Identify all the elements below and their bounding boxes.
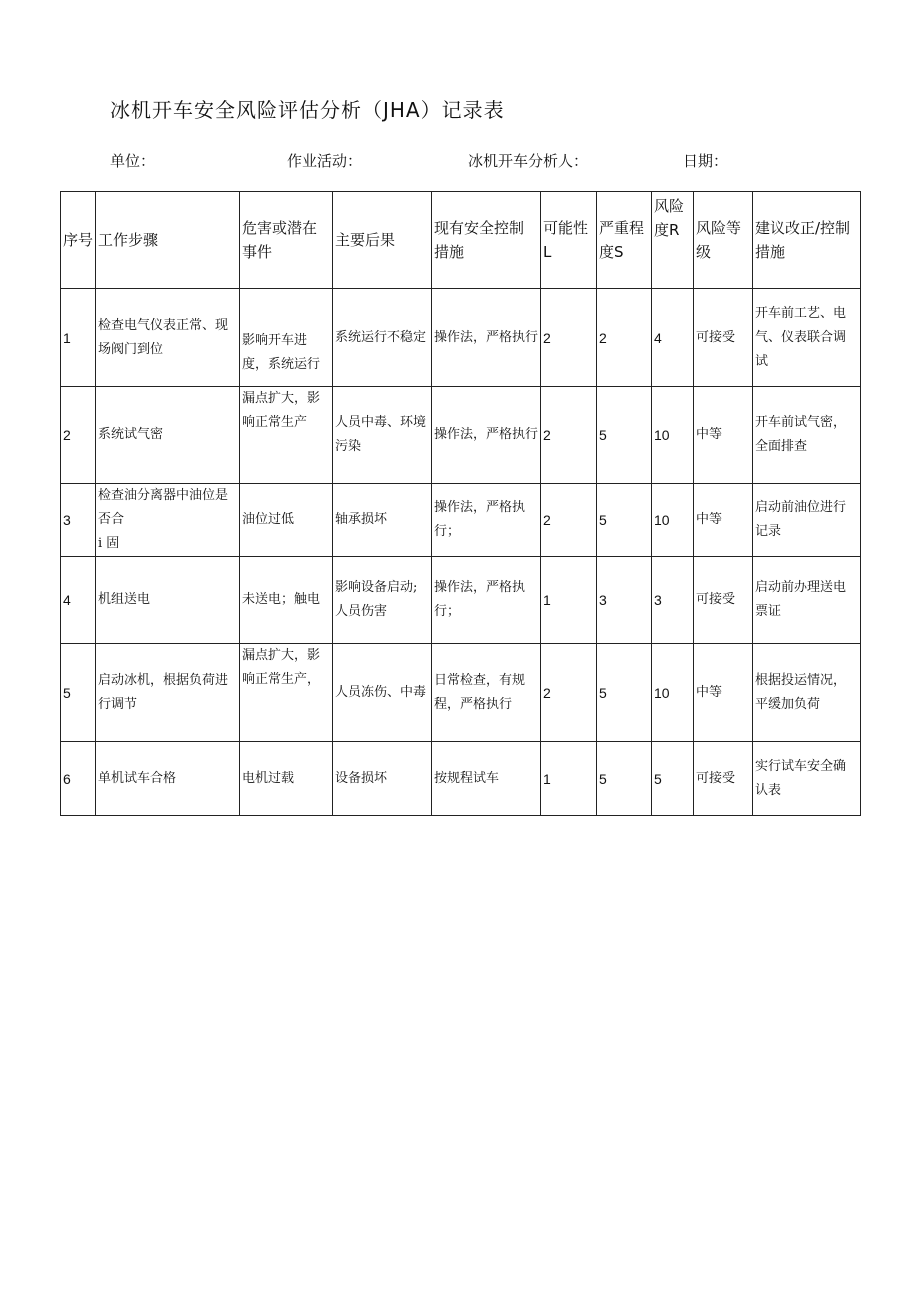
cell-hazard — [240, 289, 333, 387]
cell-step: 机组送电 — [96, 557, 240, 644]
header-step: 工作步骤 — [96, 192, 240, 289]
cell-likelihood: 2 — [541, 387, 597, 484]
table-row — [61, 387, 861, 484]
page-title: 冰机开车安全风险评估分析（JHA）记录表 — [110, 98, 505, 122]
cell-consequence: 影响设备启动;人员伤害 — [333, 557, 432, 644]
cell-hazard: 油位过低 — [240, 484, 333, 557]
cell-suggestion: 实行试车安全确认表 — [753, 742, 861, 816]
table-row — [61, 289, 861, 387]
analyst-label: 冰机开车分析人： — [468, 152, 589, 170]
cell-likelihood: 2 — [541, 644, 597, 742]
cell-seq: 1 — [61, 289, 96, 387]
cell-level: 中等 — [694, 484, 753, 557]
header-control: 现有安全控制措施 — [432, 192, 541, 289]
cell-suggestion: 开车前试气密，全面排查 — [753, 387, 861, 484]
cell-level: 可接受 — [694, 742, 753, 816]
cell-risk: 10 — [652, 387, 694, 484]
cell-step: 系统试气密 — [96, 387, 240, 484]
cell-risk: 10 — [652, 484, 694, 557]
cell-risk: 5 — [652, 742, 694, 816]
table-row — [61, 557, 861, 644]
cell-hazard: 漏点扩大，影响正常生产 — [240, 387, 333, 484]
cell-risk: 4 — [652, 289, 694, 387]
cell-control: 操作法，严格执行； — [432, 484, 541, 557]
date-label: 日期： — [683, 152, 729, 170]
cell-consequence: 设备损坏 — [333, 742, 432, 816]
cell-control: 操作法，严格执行； — [432, 557, 541, 644]
cell-step: 单机试车合格 — [96, 742, 240, 816]
table-row — [61, 484, 861, 557]
cell-control: 按规程试车 — [432, 742, 541, 816]
unit-label: 单位： — [110, 152, 156, 170]
cell-consequence: 人员冻伤、中毒 — [333, 644, 432, 742]
header-likelihood: 可能性L — [541, 192, 597, 289]
cell-severity: 2 — [597, 289, 652, 387]
header-level: 风险等级 — [694, 192, 753, 289]
cell-hazard: 未送电；触电 — [240, 557, 333, 644]
cell-likelihood: 2 — [541, 289, 597, 387]
cell-seq: 6 — [61, 742, 96, 816]
cell-consequence: 系统运行不稳定 — [333, 289, 432, 387]
cell-suggestion: 启动前办理送电票证 — [753, 557, 861, 644]
cell-step-text: 检查油分离器中油位是否合 — [98, 488, 229, 527]
header-hazard: 危害或潜在事件 — [240, 192, 333, 289]
cell-risk: 10 — [652, 644, 694, 742]
cell-control: 操作法，严格执行 — [432, 387, 541, 484]
cell-likelihood: 1 — [541, 557, 597, 644]
jha-table — [60, 191, 861, 816]
cell-risk: 3 — [652, 557, 694, 644]
cell-suggestion: 根据投运情况，平缓加负荷 — [753, 644, 861, 742]
header-severity: 严重程度S — [597, 192, 652, 289]
cell-severity: 3 — [597, 557, 652, 644]
cell-level: 中等 — [694, 644, 753, 742]
cell-seq: 4 — [61, 557, 96, 644]
cell-control: 操作法，严格执行 — [432, 289, 541, 387]
header-row — [61, 192, 861, 289]
cell-step-extra: i 固 — [98, 536, 120, 551]
cell-control: 日常检查，有规程，严格执行 — [432, 644, 541, 742]
table-row — [61, 644, 861, 742]
cell-suggestion: 开车前工艺、电气、仪表联合调试 — [753, 289, 861, 387]
cell-seq: 3 — [61, 484, 96, 557]
cell-severity: 5 — [597, 742, 652, 816]
cell-step: 检查电气仪表正常、现场阀门到位 — [96, 289, 240, 387]
cell-likelihood: 1 — [541, 742, 597, 816]
cell-consequence: 人员中毒、环境污染 — [333, 387, 432, 484]
header-consequence: 主要后果 — [333, 192, 432, 289]
cell-likelihood: 2 — [541, 484, 597, 557]
cell-hazard: 电机过载 — [240, 742, 333, 816]
table-row — [61, 742, 861, 816]
cell-severity: 5 — [597, 387, 652, 484]
cell-level: 中等 — [694, 387, 753, 484]
cell-severity: 5 — [597, 644, 652, 742]
cell-suggestion: 启动前油位进行记录 — [753, 484, 861, 557]
cell-level: 可接受 — [694, 557, 753, 644]
cell-step — [96, 484, 240, 557]
header-seq: 序号 — [61, 192, 96, 289]
cell-level: 可接受 — [694, 289, 753, 387]
cell-severity: 5 — [597, 484, 652, 557]
header-risk: 风险度R — [652, 192, 694, 289]
cell-hazard-text: 影响开车进度，系统运行 — [242, 332, 321, 372]
cell-consequence: 轴承损坏 — [333, 484, 432, 557]
header-suggestion: 建议改正/控制措施 — [753, 192, 861, 289]
cell-seq: 2 — [61, 387, 96, 484]
activity-label: 作业活动： — [287, 152, 363, 170]
cell-step: 启动冰机，根据负荷进行调节 — [96, 644, 240, 742]
cell-hazard: 漏点扩大，影响正常生产， — [240, 644, 333, 742]
cell-seq: 5 — [61, 644, 96, 742]
